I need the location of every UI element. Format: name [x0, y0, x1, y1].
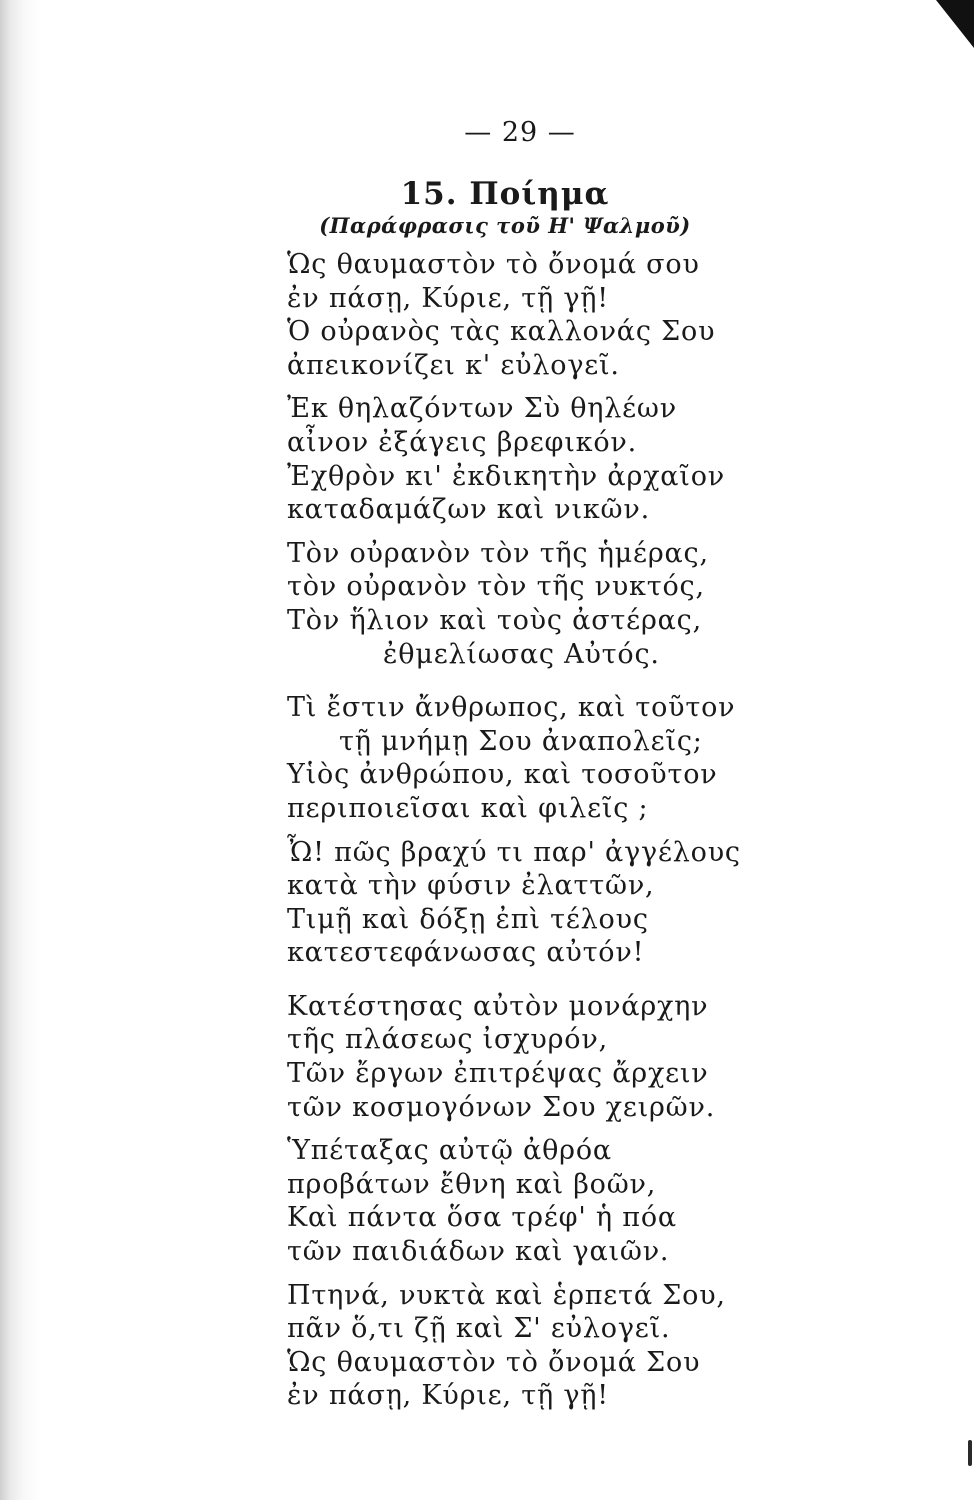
poem-line: τῶν κοσμογόνων Σου χειρῶν. [287, 1091, 716, 1123]
poem-line: Κατέστησας αὐτὸν μονάρχην [287, 990, 709, 1022]
poem-line: Τὸν οὐρανὸν τὸν τῆς ἡμέρας, [287, 537, 709, 569]
poem-line: Τὸν ἥλιον καὶ τοὺς ἀστέρας, [287, 604, 702, 636]
poem-line: Ὑπέταξας αὐτῷ ἀθρόα [287, 1135, 612, 1167]
poem-line: ἐν πάσῃ, Κύριε, τῇ γῇ! [287, 282, 609, 314]
poem-line: τῇ μνήμῃ Σου ἀναπολεῖς; [339, 725, 703, 757]
poem-line: Υἱὸς ἀνθρώπου, καὶ τοσοῦτον [287, 759, 718, 791]
poem-line: πᾶν ὅ,τι ζῇ καὶ Σ' εὐλογεῖ. [287, 1313, 671, 1345]
poem-line: Καὶ πάντα ὅσα τρέφ' ἡ πόα [287, 1202, 677, 1234]
poem-subtitle: (Παράφρασις τοῦ Η' Ψαλμοῦ) [319, 213, 691, 238]
poem-line: ἐθμελίωσας Αὐτός. [383, 638, 660, 670]
poem-line: Τὶ ἔστιν ἄνθρωπος, καὶ τοῦτον [287, 692, 736, 724]
poem-line: ἐν πάσῃ, Κύριε, τῇ γῇ! [287, 1380, 609, 1412]
poem-line: Ὡς θαυμαστὸν τὸ ὄνομά Σου [287, 1346, 701, 1378]
page-number: — 29 — [464, 117, 576, 148]
poem-title: 15. Ποίημα [400, 176, 610, 212]
page-corner-shadow [936, 0, 974, 48]
poem-line: τῆς πλάσεως ἰσχυρόν, [287, 1024, 608, 1056]
poem-line: Τῶν ἔργων ἐπιτρέψας ἄρχειν [287, 1058, 709, 1090]
poem-line: Ἐχθρὸν κι' ἐκδικητὴν ἀρχαῖον [287, 460, 725, 492]
poem-line: Ὡς θαυμαστὸν τὸ ὄνομά σου [287, 249, 700, 280]
poem-line: Τιμῇ καὶ δόξῃ ἐπὶ τέλους [287, 903, 649, 935]
poem-line: αἶνον ἐξάγεις βρεφικόν. [287, 426, 637, 458]
poem-line: κατεστεφάνωσας αὐτόν! [287, 937, 645, 969]
poem-body [287, 248, 967, 1413]
poem-line: προβάτων ἔθνη καὶ βοῶν, [287, 1168, 657, 1200]
poem-line: καταδαμάζων καὶ νικῶν. [287, 494, 650, 526]
edge-mark [968, 1440, 972, 1466]
poem-line: Πτηνά, νυκτὰ καὶ ἑρπετά Σου, [287, 1279, 726, 1311]
poem-line: περιποιεῖσαι καὶ φιλεῖς ; [287, 792, 649, 824]
poem-line: κατὰ τὴν φύσιν ἐλαττῶν, [287, 870, 655, 902]
poem-line: ἀπεικονίζει κ' εὐλογεῖ. [287, 349, 620, 381]
poem-line: τῶν παιδιάδων καὶ γαιῶν. [287, 1236, 670, 1268]
poem-line: τὸν οὐρανὸν τὸν τῆς νυκτός, [287, 571, 705, 603]
poem-line: Ὁ οὐρανὸς τὰς καλλονάς Σου [287, 316, 716, 348]
poem-line: Ὦ! πῶς βραχύ τι παρ' ἀγγέλους [287, 836, 741, 868]
poem-line: Ἐκ θηλαζόντων Σὺ θηλέων [287, 393, 677, 425]
